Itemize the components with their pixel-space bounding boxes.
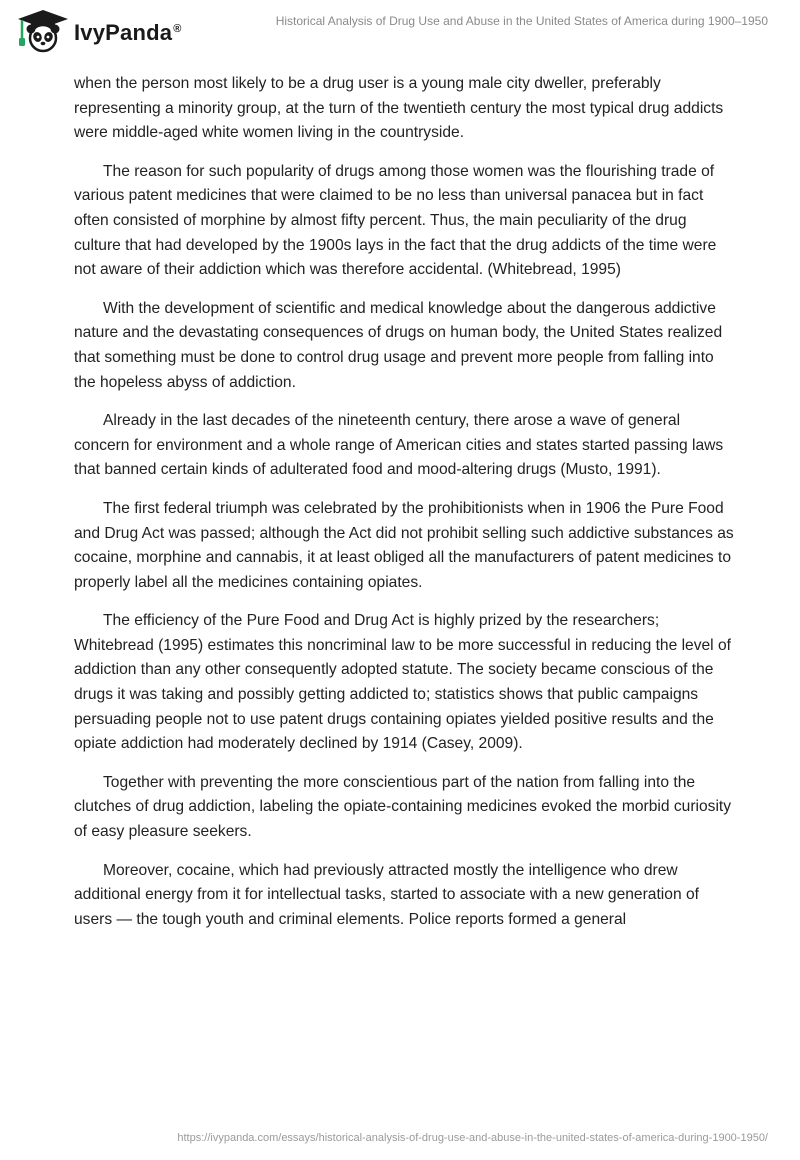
panda-graduation-cap-icon [14,8,72,54]
paragraph: when the person most likely to be a drug user is a young male city dweller, preferably representing a minority group, at the turn of the twentieth century the most typical drug addicts were middle-aged white women living in the countryside. [74,75,724,142]
paragraph: The first federal triumph was celebrated by the prohibitionists when in 1906 the Pure Food and Drug Act was passed; although the Act did not prohibit selling such addictive substances as cocaine, morphine and cannabis, it at least obliged all the manufacturers of patent medicines to properly label all the medicines containing opiates. [74,499,734,591]
paragraph: With the development of scientific and medical knowledge about the dangerous addictive nature and the devastating consequences of drugs on human body, the United States realized that something must be done to control drug usage and prevent more people from falling into the hopeless abyss of addiction. [74,299,723,391]
source-url[interactable]: https://ivypanda.com/essays/historical-analysis-of-drug-use-and-abuse-in-the-united-states-of-america-during-1900-1950/ [177,1132,768,1144]
paragraph: Moreover, cocaine, which had previously attracted mostly the intelligence who drew additional energy from it for intellectual tasks, started to associate with a new generation of users — the tough youth and criminal elements. Police reports formed a general [74,861,699,928]
registered-mark: ® [173,22,182,35]
paragraph: Already in the last decades of the nineteenth century, there arose a wave of general concern for environment and a whole range of American cities and states started passing laws that banned certain kinds of adulterated food and mood-altering drugs (Musto, 1991). [74,412,724,479]
paragraph: The efficiency of the Pure Food and Drug Act is highly prized by the researchers; Whitebread (1995) estimates this noncriminal law to be more successful in reducing the level of addiction than any other consequently adopted statute. The society became conscious of the drugs it was taking and possibly getting addicted to; statistics shows that public campaigns persuading people not to use patent drugs containing opiates yielded positive results and the opiate addiction had moderately declined by 1914 (Casey, 2009). [74,612,731,753]
paragraph: The reason for such popularity of drugs among those women was the flourishing trade of various patent medicines that were claimed to be no less than universal panacea but in fact often consisted of morphine by almost fifty percent. Thus, the main peculiarity of the drug culture that had developed by the 1900s lays in the fact that the drug addicts of the time were not aware of their addiction which was therefore accidental. (Whitebread, 1995) [74,162,717,279]
page-header [0,0,800,64]
brand-name: IvyPanda® [74,20,182,45]
brand-logo[interactable] [14,8,182,54]
document-title: Historical Analysis of Drug Use and Abuse in the United States of America during 1900–1950 [275,14,768,28]
paragraph: Together with preventing the more conscientious part of the nation from falling into the clutches of drug addiction, labeling the opiate-containing medicines evoked the morbid curiosity of easy pleasure seekers. [74,773,732,841]
essay-body [74,72,734,946]
